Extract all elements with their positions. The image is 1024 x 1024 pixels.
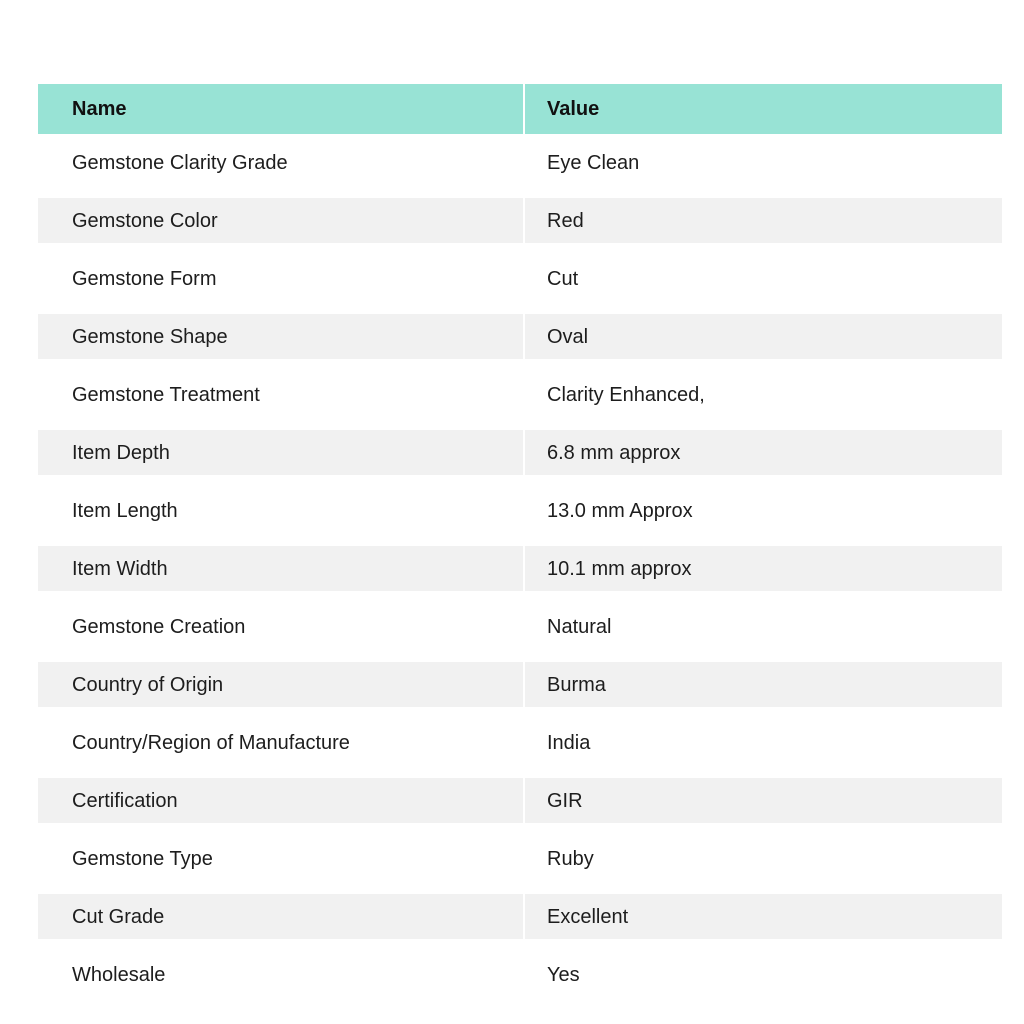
table-row [38, 598, 1002, 656]
row-value-cell: GIR [525, 772, 1002, 830]
row-value-cell: Natural [525, 598, 1002, 656]
row-value-cell: Burma [525, 656, 1002, 714]
row-name-cell: Gemstone Creation [38, 598, 523, 656]
table-header-row [38, 84, 1002, 134]
row-value-cell: Cut [525, 250, 1002, 308]
row-name-cell: Wholesale [38, 946, 523, 1004]
row-name-cell: Country/Region of Manufacture [38, 714, 523, 772]
row-value-cell: 13.0 mm Approx [525, 482, 1002, 540]
row-value-cell: India [525, 714, 1002, 772]
gemstone-spec-table [38, 84, 1002, 1004]
table-row [38, 830, 1002, 888]
row-value-cell: Eye Clean [525, 134, 1002, 192]
row-name-cell: Cut Grade [38, 888, 523, 946]
table-row [38, 308, 1002, 366]
header-value-cell: Value [525, 84, 1002, 134]
row-value-cell: 6.8 mm approx [525, 424, 1002, 482]
row-value-cell: Excellent [525, 888, 1002, 946]
table-row [38, 366, 1002, 424]
row-name-cell: Gemstone Form [38, 250, 523, 308]
table-row [38, 424, 1002, 482]
table-row [38, 192, 1002, 250]
table-row [38, 250, 1002, 308]
row-value-cell: Red [525, 192, 1002, 250]
table-body [38, 134, 1002, 1004]
row-name-cell: Gemstone Clarity Grade [38, 134, 523, 192]
row-value-cell: Clarity Enhanced, [525, 366, 1002, 424]
header-name-cell: Name [38, 84, 523, 134]
row-name-cell: Item Length [38, 482, 523, 540]
row-name-cell: Gemstone Type [38, 830, 523, 888]
row-name-cell: Country of Origin [38, 656, 523, 714]
row-value-cell: Oval [525, 308, 1002, 366]
table-row [38, 134, 1002, 192]
row-name-cell: Gemstone Treatment [38, 366, 523, 424]
row-name-cell: Certification [38, 772, 523, 830]
table-row [38, 714, 1002, 772]
row-value-cell: 10.1 mm approx [525, 540, 1002, 598]
table-row [38, 888, 1002, 946]
row-name-cell: Gemstone Color [38, 192, 523, 250]
table-row [38, 946, 1002, 1004]
row-name-cell: Item Depth [38, 424, 523, 482]
table-row [38, 656, 1002, 714]
table-row [38, 482, 1002, 540]
table-row [38, 772, 1002, 830]
row-value-cell: Ruby [525, 830, 1002, 888]
table-row [38, 540, 1002, 598]
row-name-cell: Gemstone Shape [38, 308, 523, 366]
row-value-cell: Yes [525, 946, 1002, 1004]
row-name-cell: Item Width [38, 540, 523, 598]
